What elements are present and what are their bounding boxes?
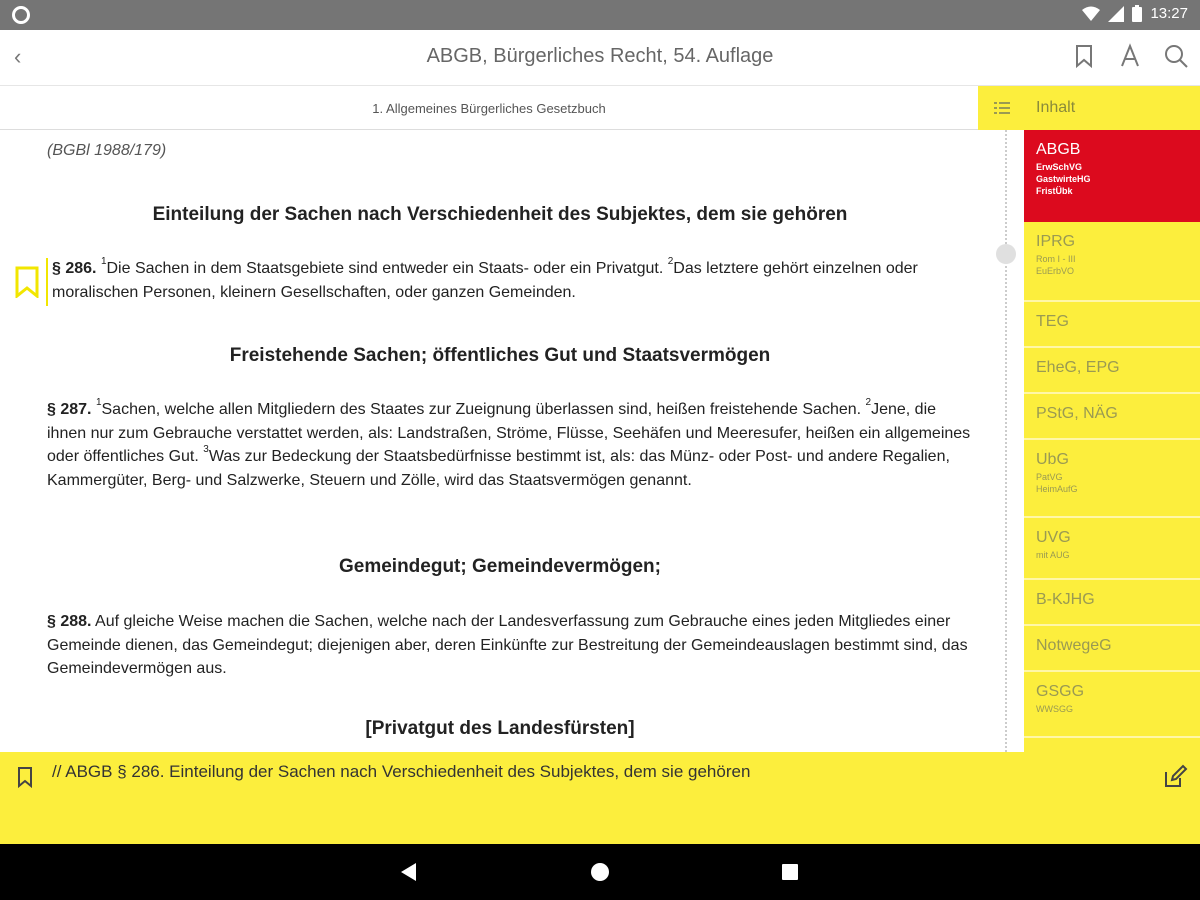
signal-icon: [1108, 6, 1124, 22]
app-bar: [0, 30, 1200, 86]
sidebar-item-ubg[interactable]: [1024, 440, 1200, 518]
notification-icon: [12, 6, 30, 24]
source-note: (BGBl 1988/179): [47, 142, 167, 159]
sentence-number: 2: [865, 397, 872, 408]
sidebar-item-label: B-KJHG: [1036, 591, 1095, 608]
paragraph-text: Was zur Bedeckung der Staatsbedürfnisse bestimmt ist, als: das Münz- oder Post- und andere Regalien, Kammergüter, Berg- und Salzwerke, Steuern und Zölle, wird das Staatsvermögen genannt.: [47, 448, 950, 489]
breadcrumb-bar: [0, 86, 978, 130]
wifi-icon: [1082, 6, 1100, 22]
paragraph-text: Auf gleiche Weise machen die Sachen, welche nach der Landesverfassung zum Gebrauche eines jeden Mitgliedes einer Gemeinde dienen, das Gemeindegut; diejenigen aber, deren Einkünfte zur Bestreitung der Gemeindeauslagen bestimmt sind, das Gemeindevermögen aus.: [47, 613, 968, 677]
paragraph-number: § 287.: [47, 401, 92, 418]
bookmark-icon[interactable]: [14, 266, 40, 298]
paragraph-text: Jene, die ihnen nur zum Gebrauche verstattet werden, als: Landstraßen, Ströme, Flüsse, Seehäfen und Meeresufer, heißen ein allgemeines oder öffentliches Gut.: [47, 401, 971, 465]
paragraph-286[interactable]: [52, 257, 972, 304]
bookmark-icon[interactable]: [1070, 42, 1098, 70]
paragraph-text: Sachen, welche allen Mitgliedern des Staates zur Zueignung überlassen sind, heißen freistehende Sachen.: [101, 401, 866, 418]
page-title: ABGB, Bürgerliches Recht, 54. Auflage: [426, 45, 774, 67]
sidebar-item-label: TEG: [1036, 313, 1069, 330]
sidebar-item-abgb[interactable]: [1024, 130, 1200, 222]
sidebar-item-gsgg[interactable]: [1024, 672, 1200, 738]
sidebar-item-sublabel: Rom I - III: [1036, 254, 1076, 264]
sentence-number: 1: [100, 256, 107, 267]
sidebar-item-sublabel: FristÜbk: [1036, 186, 1073, 196]
edit-icon[interactable]: [1162, 764, 1188, 790]
sentence-number: 3: [203, 444, 209, 455]
section-heading: Gemeindegut; Gemeindevermögen;: [338, 556, 661, 577]
sidebar-item-sublabel: ErwSchVG: [1036, 162, 1083, 172]
sidebar-item-label: ABGB: [1036, 141, 1081, 158]
bookmark-icon[interactable]: [16, 766, 34, 788]
status-time: 13:27: [1150, 5, 1188, 22]
system-navigation-bar: [0, 844, 1200, 900]
sidebar-item-pstg[interactable]: [1024, 394, 1200, 440]
status-icons: [1082, 5, 1188, 22]
sidebar-item-sublabel: GastwirteHG: [1036, 174, 1091, 184]
law-index-sidebar: [1024, 130, 1200, 752]
sidebar-item-label: IPRG: [1036, 233, 1076, 250]
sidebar-item-sublabel: WWSGG: [1036, 704, 1073, 714]
nav-back-icon[interactable]: [400, 863, 418, 881]
back-button[interactable]: ‹: [14, 44, 22, 69]
paragraph-text: Die Sachen in dem Staatsgebiete sind entweder ein Staats- oder ein Privatgut.: [106, 260, 668, 277]
list-icon: [994, 102, 1010, 114]
battery-icon: [1132, 5, 1142, 22]
text-size-icon[interactable]: [1116, 42, 1144, 70]
sentence-number: 2: [667, 256, 674, 267]
paragraph-text: Das letztere gehört einzelnen oder moralischen Personen, kleinern Gesellschaften, oder ganzen Gemeinden.: [52, 260, 918, 301]
paragraph-288[interactable]: [47, 610, 977, 681]
sentence-number: 1: [95, 397, 102, 408]
sidebar-item-label: NotwegeG: [1036, 637, 1112, 654]
sidebar-item-bkjhg[interactable]: [1024, 580, 1200, 626]
paragraph-287[interactable]: [47, 398, 977, 492]
sidebar-item-sublabel: mit AUG: [1036, 550, 1070, 560]
section-heading: [Privatgut des Landesfürsten]: [365, 718, 635, 739]
scroll-thumb[interactable]: [996, 244, 1016, 264]
bookmark-note-text[interactable]: // ABGB § 286. Einteilung der Sachen nach Verschiedenheit des Subjektes, dem sie gehören: [52, 762, 751, 781]
bookmark-marker-line: [46, 258, 48, 306]
nav-home-icon[interactable]: [590, 862, 610, 882]
sidebar-item-label: UVG: [1036, 529, 1071, 546]
paragraph-number: § 288.: [47, 613, 92, 630]
sidebar-item-iprg[interactable]: [1024, 222, 1200, 302]
toc-label: Inhalt: [1036, 99, 1076, 116]
scroll-track[interactable]: [1005, 130, 1007, 752]
law-text-content[interactable]: [0, 130, 1000, 752]
section-heading: Freistehende Sachen; öffentliches Gut und Staatsvermögen: [229, 345, 771, 366]
breadcrumb[interactable]: 1. Allgemeines Bürgerliches Gesetzbuch: [372, 101, 606, 116]
sidebar-item-notwegeg[interactable]: [1024, 626, 1200, 672]
status-bar: [0, 0, 1200, 30]
sidebar-item-teg[interactable]: [1024, 302, 1200, 348]
sidebar-item-sublabel: HeimAufG: [1036, 484, 1078, 494]
sidebar-item-label: GSGG: [1036, 683, 1085, 700]
section-heading: Einteilung der Sachen nach Verschiedenheit des Subjektes, dem sie gehören: [152, 204, 848, 225]
sidebar-item-sublabel: EuErbVO: [1036, 266, 1075, 276]
toc-button[interactable]: [978, 86, 1200, 130]
sidebar-item-eheg[interactable]: [1024, 348, 1200, 394]
sidebar-item-sublabel: PatVG: [1036, 472, 1063, 482]
paragraph-number: § 286.: [52, 260, 97, 277]
nav-recents-icon[interactable]: [782, 864, 798, 880]
bookmark-note-bar: [0, 752, 1200, 844]
sidebar-item-label: PStG, NÄG: [1036, 405, 1118, 422]
sidebar-item-label: EheG, EPG: [1036, 359, 1120, 376]
sidebar-item-label: UbG: [1036, 451, 1069, 468]
search-icon[interactable]: [1162, 42, 1190, 70]
sidebar-item-uvg[interactable]: [1024, 518, 1200, 580]
